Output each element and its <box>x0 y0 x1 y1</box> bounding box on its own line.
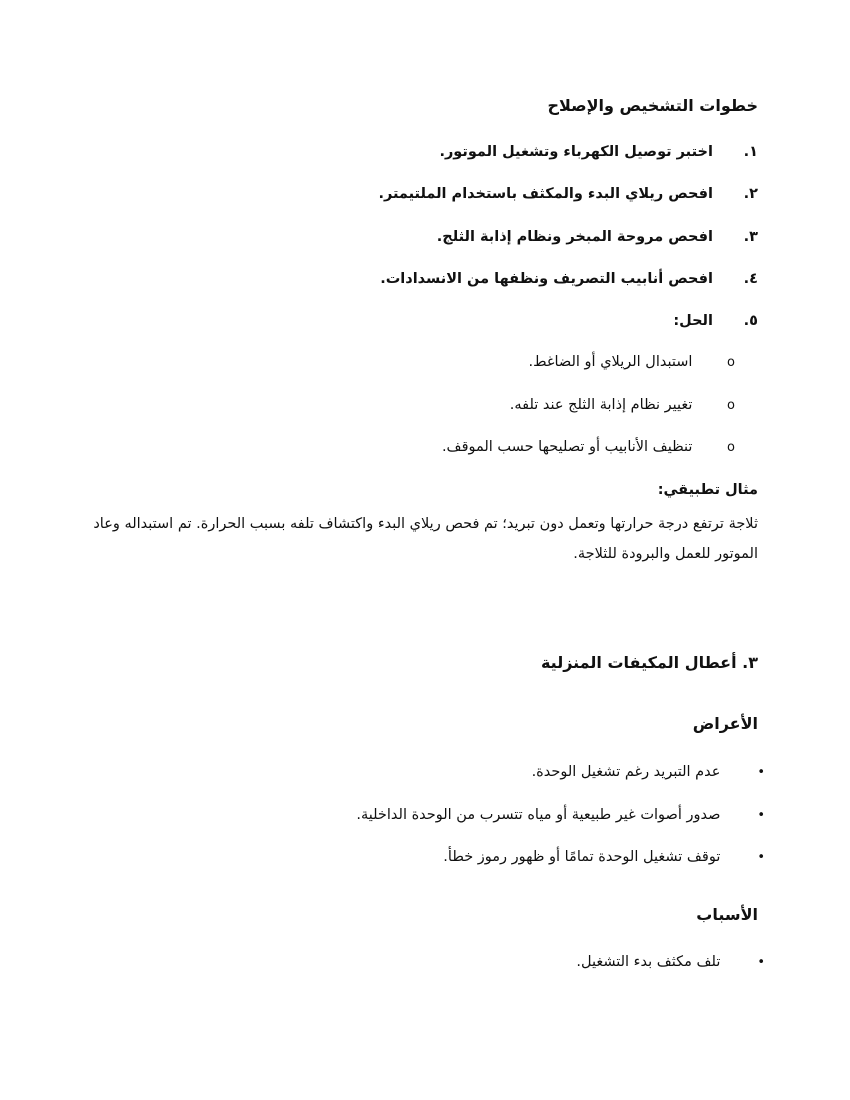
causes-heading: الأسباب <box>696 905 758 924</box>
example-heading: مثال تطبيقي: <box>657 482 758 498</box>
diagnosis-step-2 <box>378 183 758 205</box>
step-number: ٤. <box>743 271 758 287</box>
diagnosis-step-3 <box>437 226 758 248</box>
symptom-text: عدم التبريد رغم تشغيل الوحدة. <box>531 764 721 780</box>
step-number: ١. <box>743 144 758 160</box>
bullet-icon: • <box>757 765 765 780</box>
solution-text: تنظيف الأنابيب أو تصليحها حسب الموقف. <box>441 439 693 455</box>
bullet-icon: • <box>757 850 765 865</box>
diagnosis-step-4 <box>380 268 758 290</box>
symptoms-heading: الأعراض <box>692 714 758 733</box>
step-text: الحل: <box>673 313 713 329</box>
circle-bullet-icon: o <box>727 440 735 455</box>
solution-item <box>510 394 735 417</box>
bullet-icon: • <box>757 808 765 823</box>
bullet-icon: • <box>757 955 765 970</box>
diagnosis-step-5 <box>673 310 758 332</box>
solution-item <box>529 351 735 374</box>
cause-item <box>576 951 765 974</box>
ac-section-heading: ٣. أعطال المكيفات المنزلية <box>540 653 758 672</box>
solution-text: تغيير نظام إذابة الثلج عند تلفه. <box>509 397 693 413</box>
step-text: افحص مروحة المبخر ونظام إذابة الثلج. <box>436 229 713 245</box>
symptom-item <box>532 761 765 784</box>
diagnosis-heading: خطوات التشخيص والإصلاح <box>547 96 758 115</box>
step-text: افحص أنابيب التصريف ونظفها من الانسدادات. <box>380 271 713 287</box>
step-number: ٥. <box>743 313 758 329</box>
solution-item <box>442 436 735 459</box>
cause-text: تلف مكثف بدء التشغيل. <box>576 954 721 970</box>
example-paragraph: ثلاجة ترتفع درجة حرارتها وتعمل دون تبريد؛ تم فحص ريلاي البدء واكتشاف تلفه بسبب الحرارة. تم استبداله وعاد الموتور للعمل والبرودة للثلاجة. <box>93 516 758 562</box>
symptom-item <box>356 804 765 827</box>
diagnosis-step-1 <box>439 141 758 163</box>
symptom-item <box>443 846 765 869</box>
step-number: ٢. <box>743 186 758 202</box>
solution-text: استبدال الريلاي أو الضاغط. <box>528 354 693 370</box>
symptom-text: صدور أصوات غير طبيعية أو مياه تتسرب من الوحدة الداخلية. <box>356 807 721 823</box>
step-number: ٣. <box>743 229 758 245</box>
circle-bullet-icon: o <box>727 398 735 413</box>
circle-bullet-icon: o <box>727 355 735 370</box>
step-text: اختبر توصيل الكهرباء وتشغيل الموتور. <box>439 144 713 160</box>
step-text: افحص ريلاي البدء والمكثف باستخدام الملتيمتر. <box>378 186 713 202</box>
symptom-text: توقف تشغيل الوحدة تمامًا أو ظهور رموز خطأ. <box>443 849 721 865</box>
